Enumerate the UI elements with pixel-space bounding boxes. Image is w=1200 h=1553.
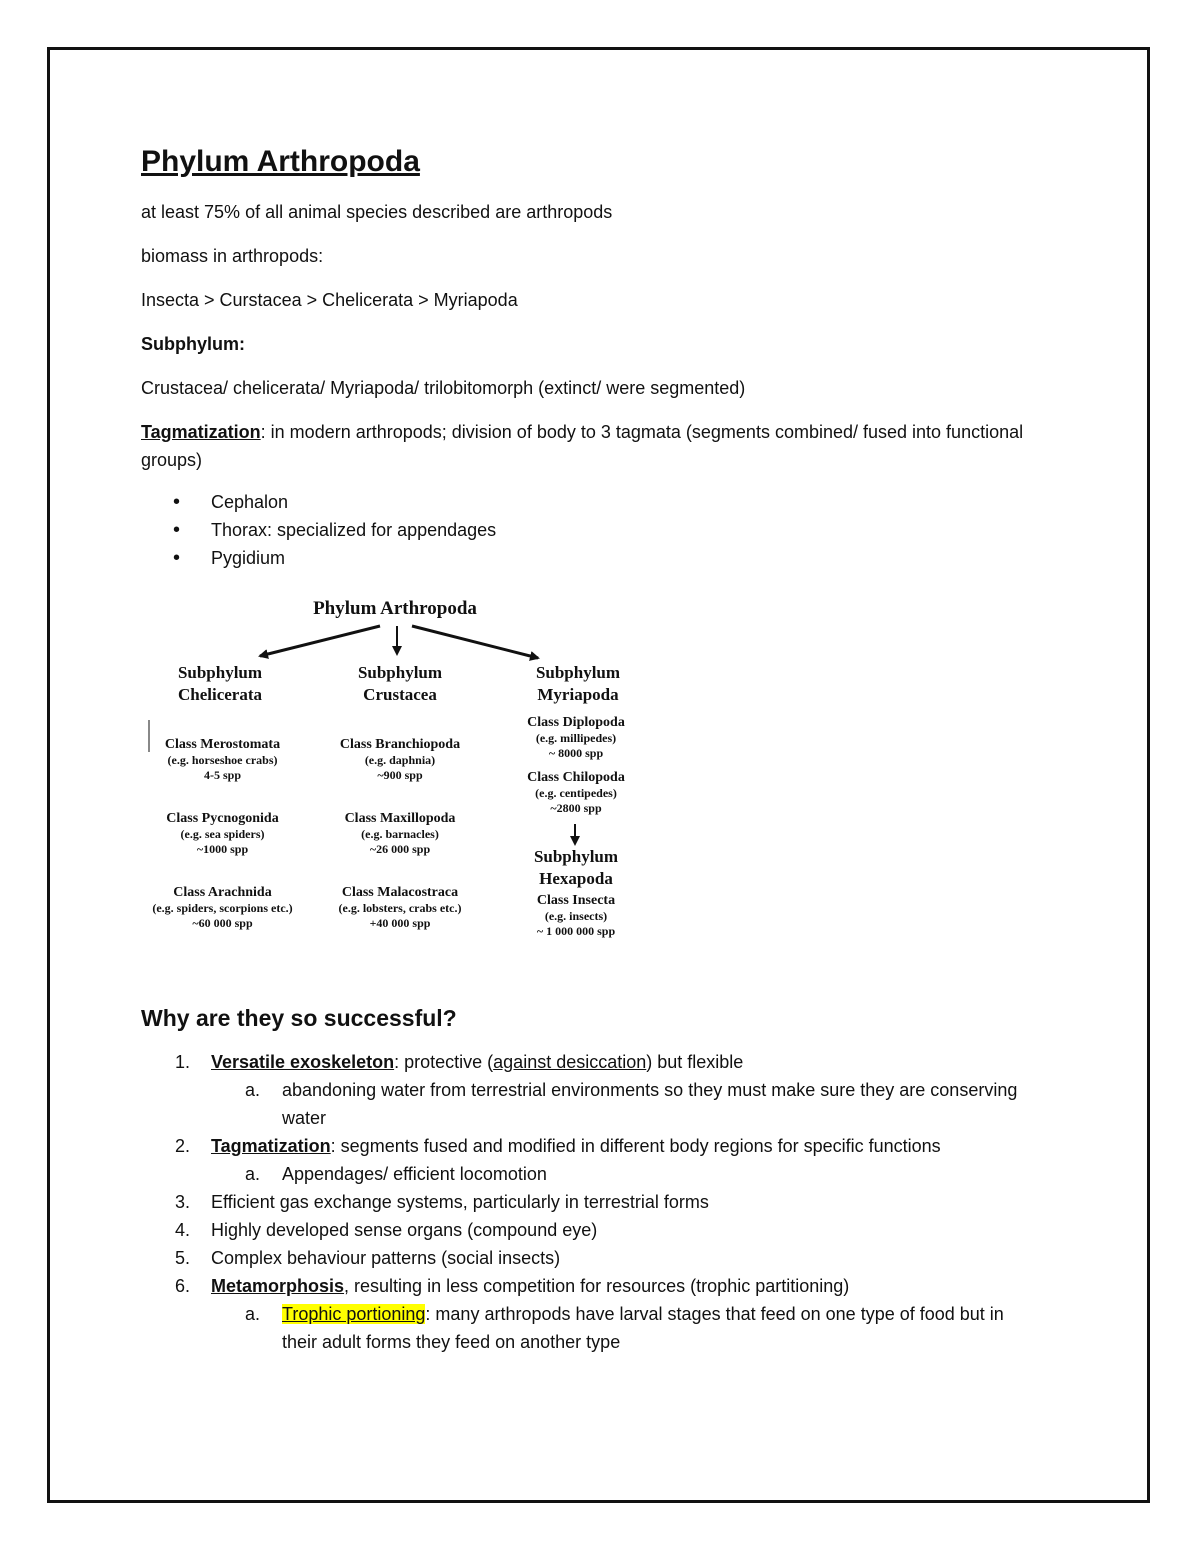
subphylum-list: Crustacea/ chelicerata/ Myriapoda/ trilobitomorph (extinct/ were segmented) xyxy=(141,378,746,398)
success-list xyxy=(141,1048,1041,1356)
list-item: 2. Tagmatization: segments fused and modified in different body regions for specific functions a. Appendages/ efficient locomotion xyxy=(141,1132,1041,1188)
intro-line-1: at least 75% of all animal species described are arthropods xyxy=(141,202,613,222)
class-arachnida: Class Arachnida (e.g. spiders, scorpions etc.) ~60 000 spp xyxy=(152,885,293,930)
biomass-ranking: Insecta > Curstacea > Chelicerata > Myriapoda xyxy=(141,290,518,310)
highlighted-term: Trophic portioning xyxy=(282,1304,426,1324)
tagmatization-text: : in modern arthropods; division of body to 3 tagmata (segments combined/ fused into functional groups) xyxy=(141,422,1024,470)
list-item: • Thorax: specialized for appendages xyxy=(141,516,1041,544)
list-item: a. Appendages/ efficient locomotion xyxy=(245,1164,547,1184)
classification-diagram xyxy=(140,592,660,942)
list-item: 1. Versatile exoskeleton: protective (against desiccation) but flexible a. abandoning water from terrestrial environments so they must make sure they are conserving water xyxy=(141,1048,1041,1132)
class-insecta: Class Insecta (e.g. insects) ~ 1 000 000 spp xyxy=(536,893,616,938)
list-item: 6. Metamorphosis, resulting in less competition for resources (trophic partitioning) a. Trophic portioning: many arthropods have larval stages that feed on one type of food but in their adult forms they feed on another type xyxy=(141,1272,1041,1356)
subphylum-label: Subphylum: xyxy=(141,334,245,354)
document-body xyxy=(141,140,1041,572)
arrow-to-chelicerata xyxy=(260,626,380,656)
tagmatization-definition xyxy=(141,418,1041,474)
arrow-to-myriapoda xyxy=(412,626,538,658)
intro-line-2: biomass in arthropods: xyxy=(141,246,324,266)
list-item: • Pygidium xyxy=(141,544,1041,572)
list-item: • Cephalon xyxy=(141,488,1041,516)
list-item: a. abandoning water from terrestrial environments so they must make sure they are conserving water xyxy=(245,1080,1018,1128)
subphylum-crustacea: Subphylum Crustacea xyxy=(357,663,443,704)
subphylum-myriapoda: Subphylum Myriapoda xyxy=(535,663,621,704)
success-heading: Why are they so successful? xyxy=(141,1005,457,1031)
subphylum-chelicerata: Subphylum Chelicerata xyxy=(177,663,263,704)
list-item: 3. Efficient gas exchange systems, particularly in terrestrial forms xyxy=(175,1192,709,1212)
class-chilopoda: Class Chilopoda (e.g. centipedes) ~2800 spp xyxy=(527,770,625,815)
root-node: Phylum Arthropoda xyxy=(313,598,477,619)
class-malacostraca: Class Malacostraca (e.g. lobsters, crabs etc.) +40 000 spp xyxy=(338,885,462,930)
class-merostomata: Class Merostomata (e.g. horseshoe crabs) 4-5 spp xyxy=(164,737,281,782)
class-branchiopoda: Class Branchiopoda (e.g. daphnia) ~900 spp xyxy=(339,737,461,782)
success-section xyxy=(141,1002,1041,1356)
class-diplopoda: Class Diplopoda (e.g. millipedes) ~ 8000 spp xyxy=(527,715,625,760)
subphylum-hexapoda: Subphylum Hexapoda xyxy=(533,847,619,888)
class-pycnogonida: Class Pycnogonida (e.g. sea spiders) ~1000 spp xyxy=(166,811,279,856)
tagmata-list xyxy=(141,488,1041,572)
tagmatization-term: Tagmatization xyxy=(141,422,261,442)
list-item: 4. Highly developed sense organs (compound eye) xyxy=(175,1220,598,1240)
class-maxillopoda: Class Maxillopoda (e.g. barnacles) ~26 000 spp xyxy=(344,811,456,856)
list-item: 5. Complex behaviour patterns (social insects) xyxy=(175,1248,561,1268)
list-item: a. Trophic portioning: many arthropods have larval stages that feed on one type of food but in their adult forms they feed on another type xyxy=(245,1304,1004,1352)
page-title: Phylum Arthropoda xyxy=(141,145,420,178)
